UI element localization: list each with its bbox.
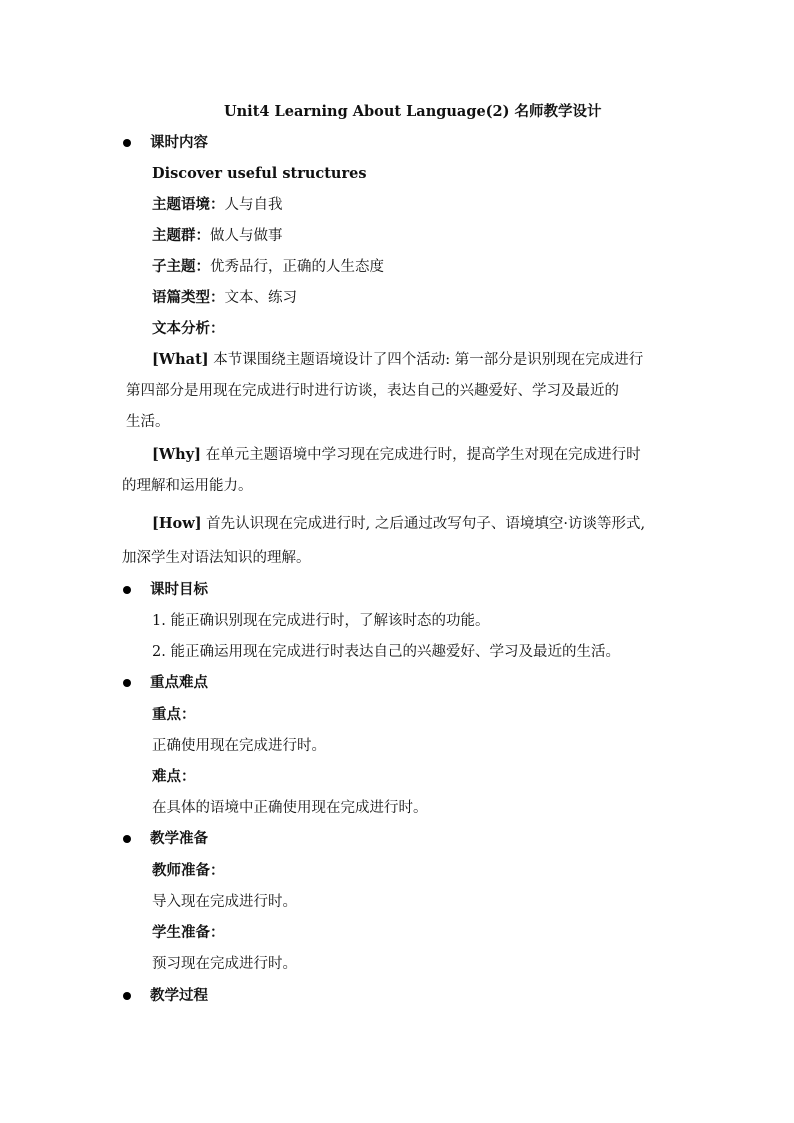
section-heading-key-points: 重点难点 bbox=[150, 674, 208, 691]
theme-group-line bbox=[152, 226, 283, 246]
bullet-icon bbox=[123, 992, 131, 1000]
difficulty-value: 在具体的语境中正确使用现在完成进行时。 bbox=[152, 800, 428, 816]
student-prep-label: 学生准备： bbox=[152, 924, 225, 941]
how-tag: [How] bbox=[152, 515, 202, 532]
bullet-icon bbox=[123, 679, 131, 687]
theme-context-line bbox=[152, 195, 283, 215]
section-heading-teaching-process: 教学过程 bbox=[150, 987, 208, 1004]
bullet-icon bbox=[123, 139, 131, 147]
key-point-value: 正确使用现在完成进行时。 bbox=[152, 738, 326, 754]
difficulty-label: 难点： bbox=[152, 768, 196, 785]
lesson-subtitle: Discover useful structures bbox=[152, 165, 367, 182]
section-heading-lesson-content: 课时内容 bbox=[150, 134, 208, 151]
teacher-prep-value: 导入现在完成进行时。 bbox=[152, 894, 297, 910]
how-paragraph-line1 bbox=[152, 514, 645, 534]
subtheme-value: 优秀品行，正确的人生态度 bbox=[210, 259, 384, 275]
text-analysis-label: 文本分析： bbox=[152, 320, 225, 337]
what-paragraph-line3: 生活。 bbox=[126, 414, 170, 430]
theme-group-value: 做人与做事 bbox=[210, 228, 283, 244]
subtheme-label: 子主题： bbox=[152, 258, 210, 275]
section-heading-objectives: 课时目标 bbox=[150, 581, 208, 598]
why-text-1: 在单元主题语境中学习现在完成进行时，提高学生对现在完成进行时 bbox=[200, 447, 641, 463]
text-type-line bbox=[152, 288, 297, 308]
bullet-icon bbox=[123, 586, 131, 594]
how-paragraph-line2: 加深学生对语法知识的理解。 bbox=[122, 550, 311, 566]
why-paragraph-line1 bbox=[152, 445, 641, 465]
what-paragraph-line1 bbox=[152, 350, 643, 370]
objective-item-2: 2. 能正确运用现在完成进行时表达自己的兴趣爱好、学习及最近的生活。 bbox=[152, 644, 620, 660]
subtheme-line bbox=[152, 257, 384, 277]
text-type-label: 语篇类型： bbox=[152, 289, 225, 306]
teacher-prep-label: 教师准备： bbox=[152, 862, 225, 879]
section-heading-preparation: 教学准备 bbox=[150, 830, 208, 847]
what-paragraph-line2: 第四部分是用现在完成进行时进行访谈，表达自己的兴趣爱好、学习及最近的 bbox=[126, 383, 619, 399]
theme-context-label: 主题语境： bbox=[152, 196, 225, 213]
why-paragraph-line2: 的理解和运用能力。 bbox=[122, 478, 253, 494]
objective-item-1: 1. 能正确识别现在完成进行时，了解该时态的功能。 bbox=[152, 613, 490, 629]
what-text-1: 本节课围绕主题语境设计了四个活动: 第一部分是识别现在完成进行 bbox=[208, 352, 644, 368]
document-title: Unit4 Learning About Language(2) 名师教学设计 bbox=[224, 103, 602, 120]
student-prep-value: 预习现在完成进行时。 bbox=[152, 956, 297, 972]
what-tag: [What] bbox=[152, 351, 209, 368]
text-type-value: 文本、练习 bbox=[224, 290, 297, 306]
bullet-icon bbox=[123, 835, 131, 843]
key-point-label: 重点： bbox=[152, 706, 196, 723]
theme-context-value: 人与自我 bbox=[224, 197, 283, 213]
why-tag: [Why] bbox=[152, 446, 201, 463]
theme-group-label: 主题群： bbox=[152, 227, 210, 244]
how-text-1: 首先认识现在完成进行时, 之后通过改写句子、语境填空·访谈等形式, bbox=[201, 516, 646, 532]
